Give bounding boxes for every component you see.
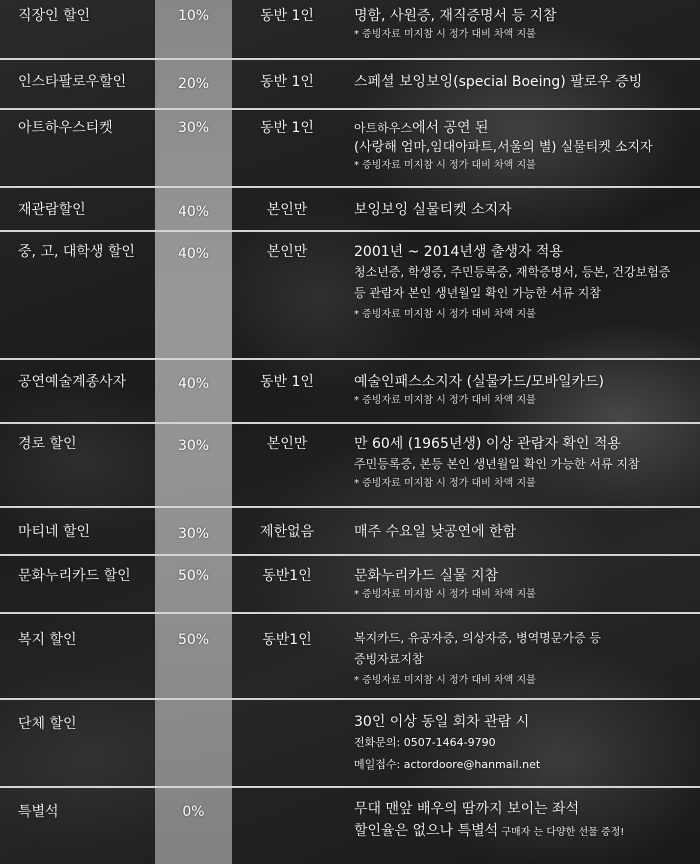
discount-rate: 50%: [177, 568, 210, 584]
discount-rate: 20%: [177, 76, 210, 92]
discount-detail: [354, 434, 640, 493]
table-row: [0, 424, 700, 508]
detail-sub: 주민등록증, 본등 본인 생년월일 확인 가능한 서류 지참: [354, 457, 640, 471]
table-row: [0, 614, 700, 700]
discount-rate: 10%: [177, 8, 210, 24]
discount-name: 문화누리카드 할인: [18, 568, 131, 584]
detail-sub-2: 등 관람자 본인 생년월일 확인 가능한 서류 지참: [354, 286, 601, 300]
detail-main: 만 60세 (1965년생) 이상 관람자 확인 적용: [354, 436, 621, 452]
discount-rate: 40%: [177, 246, 210, 262]
discount-name: 공연예술계종사자: [18, 374, 127, 390]
detail-main: 스페셜 보잉보잉(special Boeing) 팔로우 증빙: [354, 74, 643, 90]
discount-detail: [354, 6, 557, 44]
discount-target: 동반 1인: [260, 374, 314, 390]
detail-main: 매주 수요일 낮공연에 한함: [354, 524, 517, 540]
discount-rate: 30%: [177, 526, 210, 542]
detail-note: * 증빙자료 미지참 시 정가 대비 차액 지불: [354, 160, 536, 171]
detail-note: * 증빙자료 미지참 시 정가 대비 차액 지불: [354, 395, 536, 406]
detail-main: [354, 118, 653, 138]
detail-note: * 증빙자료 미지참 시 정가 대비 차액 지불: [354, 29, 536, 40]
discount-detail: [354, 242, 670, 326]
discount-detail: [354, 628, 601, 692]
detail-note: * 증빙자료 미지참 시 정가 대비 차액 지불: [354, 589, 536, 600]
detail-main: 무대 맨앞 배우의 땀까지 보이는 좌석: [354, 801, 580, 817]
discount-rate: 40%: [177, 204, 210, 220]
discount-name: 아트하우스티켓: [18, 120, 113, 136]
detail-phone: 전화문의: 0507-1464-9790: [354, 736, 496, 749]
discount-name: 특별석: [18, 804, 59, 820]
discount-target: 본인만: [266, 202, 308, 218]
detail-note: * 증빙자료 미지참 시 정가 대비 차액 지불: [354, 675, 536, 686]
detail-sub: 증빙자료지참: [354, 652, 424, 666]
discount-detail: [354, 200, 512, 220]
table-row: [0, 788, 700, 864]
detail-sub: [354, 820, 624, 844]
discount-target: 동반 1인: [260, 74, 314, 90]
discount-rate: 50%: [177, 632, 210, 648]
discount-target: 본인만: [266, 436, 308, 452]
discount-target: 본인만: [266, 244, 308, 260]
detail-main: 예술인패스소지자 (실물카드/모바일카드): [354, 374, 604, 390]
discount-name: 경로 할인: [18, 436, 77, 452]
discount-name: 복지 할인: [18, 632, 77, 648]
table-row: [0, 232, 700, 360]
discount-rate: 30%: [177, 438, 210, 454]
discount-name: 중, 고, 대학생 할인: [18, 244, 135, 260]
discount-detail: [354, 798, 624, 844]
discount-target: 동반 1인: [260, 8, 314, 24]
table-row: [0, 508, 700, 556]
detail-sub: (사랑해 엄마,임대아파트,서울의 별) 실물티켓 소지자: [354, 140, 653, 155]
detail-note: * 증빙자료 미지참 시 정가 대비 차액 지불: [354, 478, 536, 489]
discount-detail: [354, 712, 540, 776]
detail-note: * 증빙자료 미지참 시 정가 대비 차액 지불: [354, 309, 536, 320]
detail-main: 복지카드, 유공자증, 의상자증, 병역명문가증 등: [354, 631, 601, 645]
discount-detail: [354, 118, 653, 175]
table-row: [0, 556, 700, 614]
discount-target: 동반1인: [262, 632, 312, 648]
discount-name: 재관람할인: [18, 202, 86, 218]
discount-target: 동반 1인: [260, 120, 314, 136]
table-row: [0, 360, 700, 424]
table-row: [0, 60, 700, 110]
detail-email: 메일접수: actordoore@hanmail.net: [354, 758, 541, 771]
detail-main-prefix: 아트하우스: [354, 121, 412, 135]
detail-main: 명함, 사원증, 재직증명서 등 지참: [354, 8, 557, 24]
discount-target: 동반1인: [262, 568, 312, 584]
discount-rate: 0%: [182, 804, 205, 820]
table-row: [0, 0, 700, 60]
detail-main: 문화누리카드 실물 지참: [354, 568, 499, 584]
discount-detail: [354, 522, 516, 542]
discount-detail: [354, 372, 604, 410]
detail-main: 30인 이상 동일 회차 관람 시: [354, 714, 530, 730]
discount-name: 직장인 할인: [18, 8, 91, 24]
discount-detail: [354, 72, 642, 92]
detail-main: 보잉보잉 실물티켓 소지자: [354, 202, 512, 218]
discount-rate: 40%: [177, 376, 210, 392]
discount-name: 인스타팔로우할인: [18, 74, 127, 90]
table-row: [0, 110, 700, 188]
detail-main-text: 에서 공연 된: [411, 120, 489, 136]
discount-rate: 30%: [177, 120, 210, 136]
discount-name: 단체 할인: [18, 716, 77, 732]
detail-sub-suffix: 구매자 는 다양한 선물 증정!: [498, 827, 625, 838]
discount-detail: [354, 566, 536, 604]
detail-sub-main: 할인율은 없으나 특별석: [354, 823, 499, 839]
discount-name: 마티네 할인: [18, 524, 91, 540]
detail-sub-1: 청소년증, 학생증, 주민등록증, 재학증명서, 등본, 건강보험증: [354, 265, 671, 279]
detail-main: 2001년 ~ 2014년생 출생자 적용: [354, 244, 563, 260]
discount-target: 제한없음: [259, 524, 315, 540]
table-row: [0, 700, 700, 788]
table-row: [0, 188, 700, 232]
